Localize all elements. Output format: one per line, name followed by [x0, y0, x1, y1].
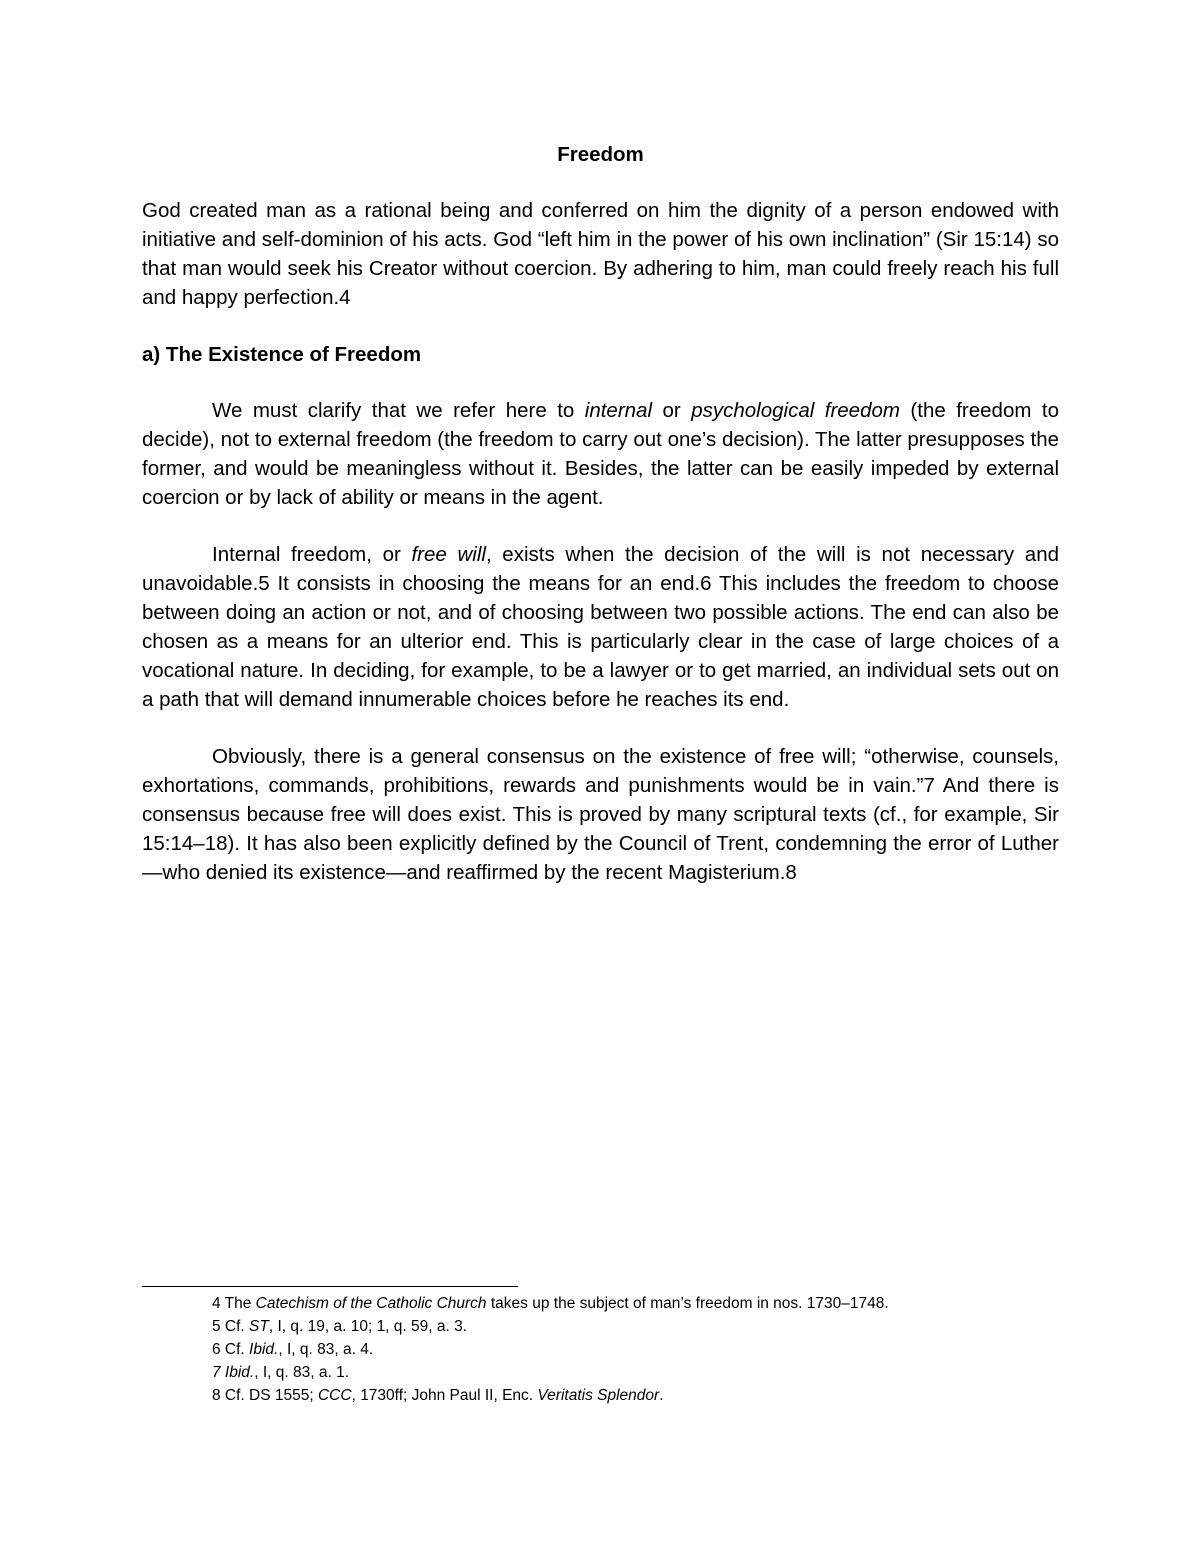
footnote-7 [142, 1361, 1059, 1384]
para1-text-c: (the freedom to decide), not to external freedom (the freedom to carry out one’s decision). The latter presupposes the former, and would be meaningless without it. Besides, the latter can be easily impeded by external coercion or by lack of ability or means in the agent. [142, 399, 1059, 509]
fn8-text-b: , 1730ff; John Paul II, Enc. [351, 1387, 538, 1404]
footnote-separator [142, 1286, 518, 1287]
section-heading: a) The Existence of Freedom [142, 343, 422, 366]
fn6-text-a: 6 Cf. [212, 1341, 250, 1358]
para2-text-b: , exists when the decision of the will is not necessary and unavoidable.5 It consists in choosing the means for an end.6 This includes the freedom to choose between doing an action or not, and of choosing between two possible actions. The end can also be chosen as a means for an ulterior end. This is particularly clear in the case of large choices of a vocational nature. In deciding, for example, to be a lawyer or to get married, an individual sets out on a path that will demand innumerable choices before he reaches its end. [142, 543, 1059, 711]
para1-italic-psychological: psychological freedom [691, 399, 900, 422]
page-title: Freedom [557, 143, 644, 166]
fn6-text-b: , I, q. 83, a. 4. [278, 1341, 374, 1358]
body-content [142, 140, 1059, 887]
fn8-text-a: 8 Cf. DS 1555; [212, 1387, 318, 1404]
fn8-text-c: . [659, 1387, 664, 1404]
fn5-text-b: , I, q. 19, a. 10; 1, q. 59, a. 3. [268, 1318, 468, 1335]
fn5-text-a: 5 Cf. [212, 1318, 250, 1335]
fn5-italic: ST [249, 1318, 269, 1335]
paragraph-internal-freedom [142, 396, 1059, 512]
fn6-italic: Ibid. [249, 1341, 279, 1358]
para2-text-a: Internal freedom, or [212, 543, 412, 566]
para2-italic-free-will: free will [411, 543, 486, 566]
fn8-italic-veritatis: Veritatis Splendor [537, 1387, 660, 1404]
paragraph-free-will [142, 540, 1059, 714]
para1-italic-internal: internal [584, 399, 653, 422]
footnote-5 [142, 1315, 1059, 1338]
fn7-text-b: , I, q. 83, a. 1. [254, 1364, 350, 1381]
intro-paragraph: God created man as a rational being and conferred on him the dignity of a person endowed with initiative and self-dominion of his acts. God “left him in the power of his own inclination” (Sir 15:14) so that man would seek his Creator without coercion. By adhering to him, man could freely reach his full and happy perfection.4 [142, 199, 1059, 309]
footnotes [142, 1286, 1059, 1407]
fn4-text-a: 4 The [212, 1295, 256, 1312]
paragraph-consensus: Obviously, there is a general consensus on the existence of free will; “otherwise, counsels, exhortations, commands, prohibitions, rewards and punishments would be in vain.”7 And there is consensus because free will does exist. This is proved by many scriptural texts (cf., for example, Sir 15:14–18). It has also been explicitly defined by the Council of Trent, condemning the error of Luther—who denied its existence—and reaffirmed by the recent Magisterium.8 [142, 745, 1059, 884]
footnote-6 [142, 1338, 1059, 1361]
fn4-italic: Catechism of the Catholic Church [255, 1295, 487, 1312]
fn8-italic-ccc: CCC [317, 1387, 352, 1404]
footnote-4 [142, 1292, 1059, 1315]
para1-text-b: or [652, 399, 692, 422]
footnote-8 [142, 1384, 1059, 1407]
para1-text-a: We must clarify that we refer here to [212, 399, 585, 422]
fn4-text-b: takes up the subject of man’s freedom in nos. 1730–1748. [486, 1295, 889, 1312]
fn7-italic: 7 Ibid. [212, 1364, 255, 1381]
